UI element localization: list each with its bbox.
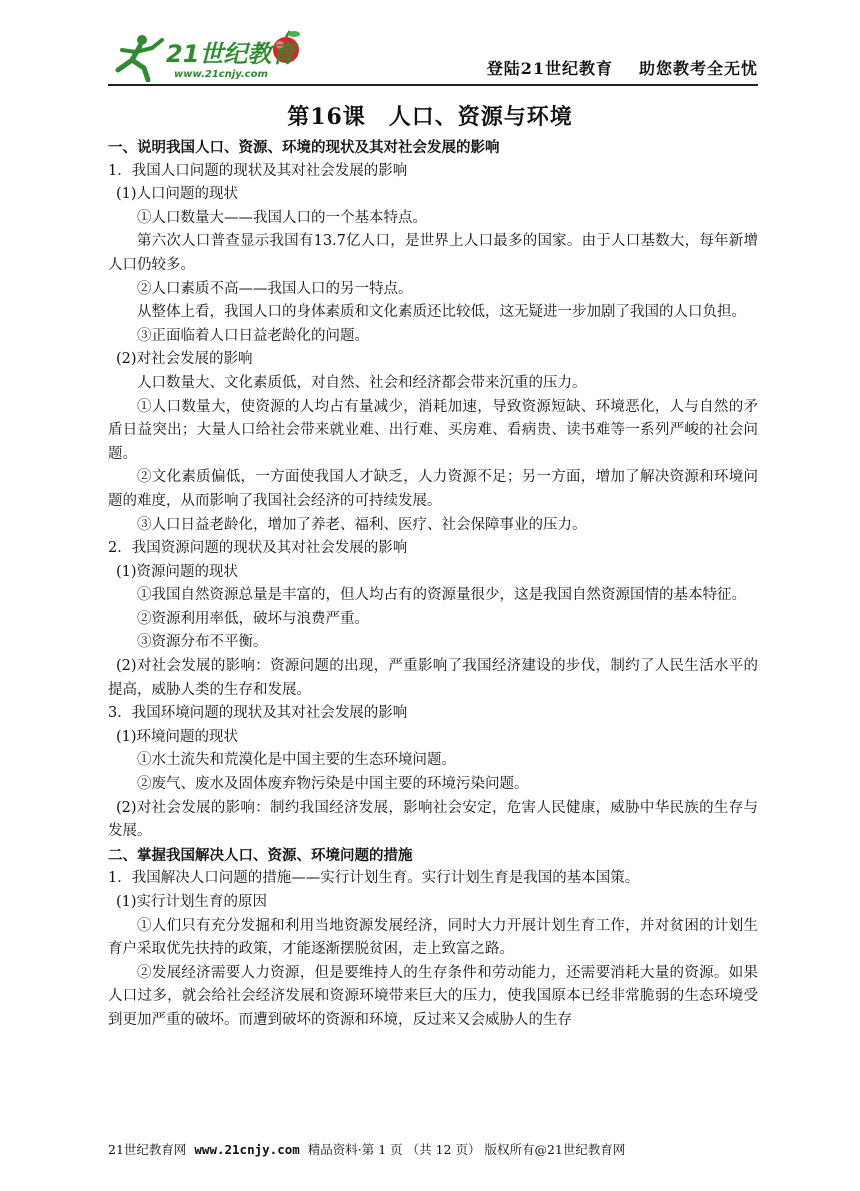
page-footer <box>108 1140 758 1158</box>
text-paragraph: ③资源分布不平衡。 <box>137 634 268 651</box>
logo-url: www.21cnjy.com <box>174 69 268 80</box>
runner-figure <box>118 35 162 80</box>
text-paragraph: ①人们只有充分发掘和利用当地资源发展经济，同时大力开展计划生育工作，并对贫困的计划生育户采取优先扶持的政策，才能逐渐摆脱贫困，走上致富之路。 <box>108 917 758 958</box>
subsection-heading: 3．我国环境问题的现状及其对社会发展的影响 <box>108 705 408 722</box>
footer-site-url: www.21cnjy.com <box>194 1142 300 1157</box>
item-heading: (2)对社会发展的影响 <box>116 351 253 368</box>
text-paragraph: ①人口数量大，使资源的人均占有量减少，消耗加速，导致资源短缺、环境恶化，人与自然的矛盾日益突出；大量人口给社会带来就业难、出行难、买房难、看病贵、读书难等一系列严峻的社会问题。 <box>108 398 758 462</box>
text-paragraph: 从整体上看，我国人口的身体素质和文化素质还比较低，这无疑进一步加剧了我国的人口负担。 <box>137 304 746 321</box>
page-header <box>108 26 758 84</box>
slogan-motto: 助您教考全无忧 <box>638 59 758 78</box>
text-paragraph: ②发展经济需要人力资源，但是要维持人的生存条件和劳动能力，还需要消耗大量的资源。如果人口过多，就会给社会经济发展和资源环境带来巨大的压力，使我国原本已经非常脆弱的生态环境受到更加严重的破坏。而遭到破坏的资源和环境，反过来又会威胁人的生存 <box>108 964 758 1028</box>
slogan-login: 登陆21世纪教育 <box>486 59 613 78</box>
subsection-heading: 2．我国资源问题的现状及其对社会发展的影响 <box>108 540 408 557</box>
text-paragraph: (2)对社会发展的影响：制约我国经济发展，影响社会安定，危害人民健康，威胁中华民族的生存与发展。 <box>108 799 758 840</box>
footer-site-name: 21世纪教育网 <box>108 1142 187 1157</box>
text-paragraph: ①人口数量大——我国人口的一个基本特点。 <box>137 209 427 226</box>
text-paragraph: ②人口素质不高——我国人口的另一特点。 <box>137 280 413 297</box>
text-paragraph: ③正面临着人口日益老龄化的问题。 <box>137 327 369 344</box>
item-heading: (1)环境问题的现状 <box>116 728 239 745</box>
text-paragraph: 第六次人口普查显示我国有13.7亿人口，是世界上人口最多的国家。由于人口基数大，每年新增人口仍较多。 <box>108 233 758 273</box>
item-heading: (1)人口问题的现状 <box>116 186 239 203</box>
item-heading: (1)实行计划生育的原因 <box>116 894 268 910</box>
item-heading: (1)资源问题的现状 <box>116 563 239 580</box>
header-slogan <box>487 56 758 79</box>
section-heading: 二、掌握我国解决人口、资源、环境问题的措施 <box>108 846 413 864</box>
text-paragraph: ②文化素质偏低，一方面使我国人才缺乏，人力资源不足；另一方面，增加了解决资源和环境问题的难度，从而影响了我国社会经济的可持续发展。 <box>108 469 758 509</box>
section-heading: 一、说明我国人口、资源、环境的现状及其对社会发展的影响 <box>108 139 500 156</box>
footer-page-info: 精品资料·第 1 页 （共 12 页） 版权所有@21世纪教育网 <box>307 1142 626 1157</box>
text-paragraph: ③人口日益老龄化，增加了养老、福利、医疗、社会保障事业的压力。 <box>137 516 587 533</box>
subsection-heading: 1．我国人口问题的现状及其对社会发展的影响 <box>108 162 408 179</box>
lesson-content <box>108 136 758 1033</box>
text-paragraph: ①我国自然资源总量是丰富的，但人均占有的资源量很少，这是我国自然资源国情的基本特征。 <box>137 587 746 604</box>
subsection-heading: 1．我国解决人口问题的措施——实行计划生育。实行计划生育是我国的基本国策。 <box>108 870 640 887</box>
page-title: 第16课 人口、资源与环境 <box>287 104 573 130</box>
text-paragraph: 人口数量大、文化素质低，对自然、社会和经济都会带来沉重的压力。 <box>137 374 587 391</box>
header-divider <box>108 84 758 86</box>
text-paragraph: ②资源利用率低，破坏与浪费严重。 <box>137 610 369 627</box>
logo-text: 21世纪教育 <box>166 40 296 68</box>
text-paragraph: ②废气、废水及固体废弃物污染是中国主要的环境污染问题。 <box>137 776 529 793</box>
site-logo <box>108 30 318 82</box>
text-paragraph: ①水土流失和荒漠化是中国主要的生态环境问题。 <box>137 752 456 769</box>
text-paragraph: (2)对社会发展的影响：资源问题的出现，严重影响了我国经济建设的步伐，制约了人民生活水平的提高，威胁人类的生存和发展。 <box>108 658 758 698</box>
